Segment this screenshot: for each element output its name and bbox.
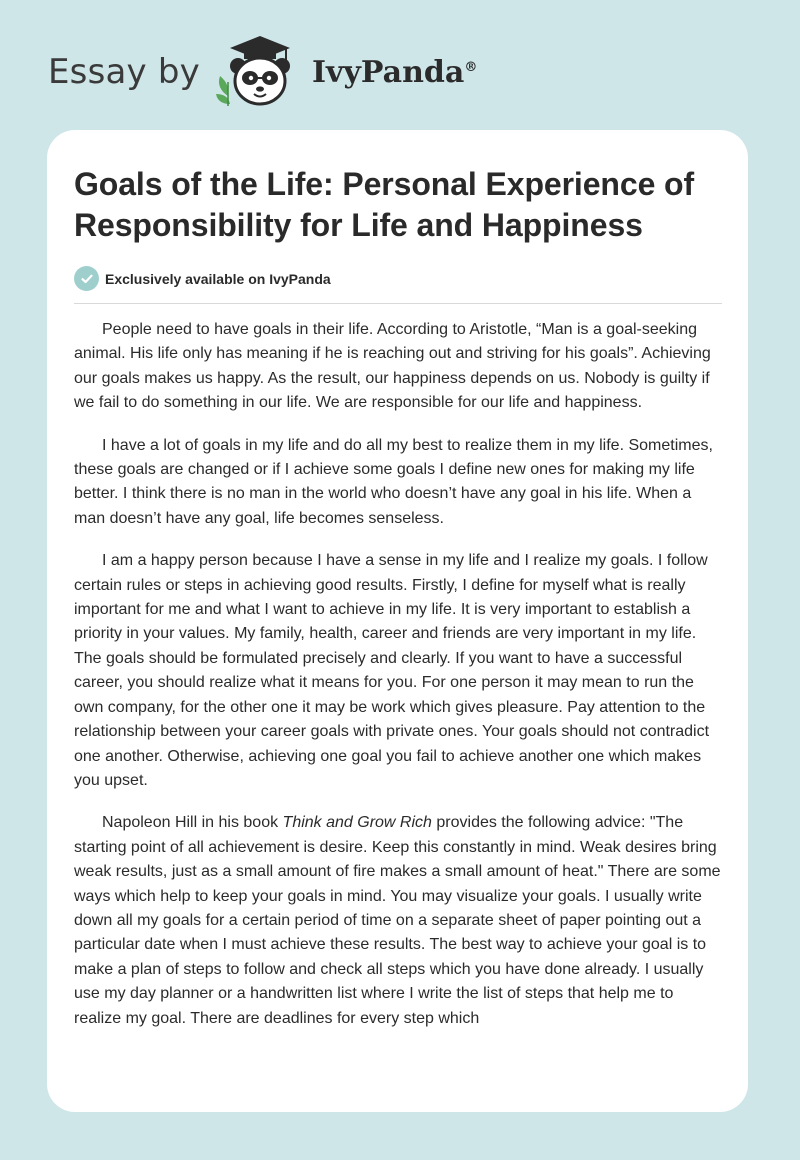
book-title: Think and Grow Rich <box>282 814 432 832</box>
exclusive-badge <box>74 266 722 291</box>
paragraph-text: Napoleon Hill in his book <box>102 814 283 832</box>
brand-name[interactable]: IvyPanda® <box>311 54 478 90</box>
essay-title: Goals of the Life: Personal Experience of Responsibility for Life and Happiness <box>74 166 695 243</box>
paragraph-text: provides the following advice: "The starting point of all achievement is desire. Keep this constantly in mind. Weak desires bring weak results, just as a small amount of fire makes a small amount of heat." There are some ways which help to keep your goals in mind. You may visualize your goals. I usually write down all my goals for a certain period of time on a separate sheet of paper pointing out a particular date when I must achieve these results. The best way to achieve your goal is to make a plan of steps to follow and check all steps which you have done already. I usually use my day planner or a handwritten list where I write the list of steps that help me to realize my goal. There are deadlines for every step which <box>74 814 721 1027</box>
essay-paragraph: I have a lot of goals in my life and do all my best to realize them in my life. Sometimes, these goals are changed or if I achieve some goals I define new ones for making my life better. I think there is no man in the world who doesn’t have any goal in his life. When a man doesn’t have any goal, life becomes senseless. <box>74 436 713 527</box>
site-header <box>48 34 477 110</box>
essay-paragraph: I am a happy person because I have a sense in my life and I realize my goals. I follow certain rules or steps in achieving good results. Firstly, I define for myself what is really important for me and what I want to achieve in my life. It is very important to establish a priority in your values. My family, health, career and friends are very important in my life. The goals should be formulated precisely and clearly. If you want to have a successful career, you should realize what it means for you. For one person it may mean to run the own company, for the other one it may be work which gives pleasure. Pay attention to the relationship between your career goals with private ones. Your goals should not contradict one another. Otherwise, achieving one goal you fail to achieve another one which makes you upset. <box>74 552 710 789</box>
essay-paragraph <box>74 811 722 1031</box>
essay-card <box>47 130 748 1112</box>
check-circle-icon <box>74 266 99 291</box>
panda-logo-icon[interactable] <box>214 34 306 110</box>
registered-mark: ® <box>464 59 478 75</box>
essay-by-label: Essay by <box>48 52 200 92</box>
exclusive-badge-label: Exclusively available on IvyPanda <box>105 270 331 287</box>
essay-body <box>74 318 722 1031</box>
divider <box>74 303 722 304</box>
essay-paragraph: People need to have goals in their life. According to Aristotle, “Man is a goal-seeking animal. His life only has meaning if he is reaching out and striving for his goals”. Achieving our goals makes us happy. As the result, our happiness depends on us. Nobody is guilty if we fail to do something in our life. We are responsible for our life and happiness. <box>74 321 711 412</box>
